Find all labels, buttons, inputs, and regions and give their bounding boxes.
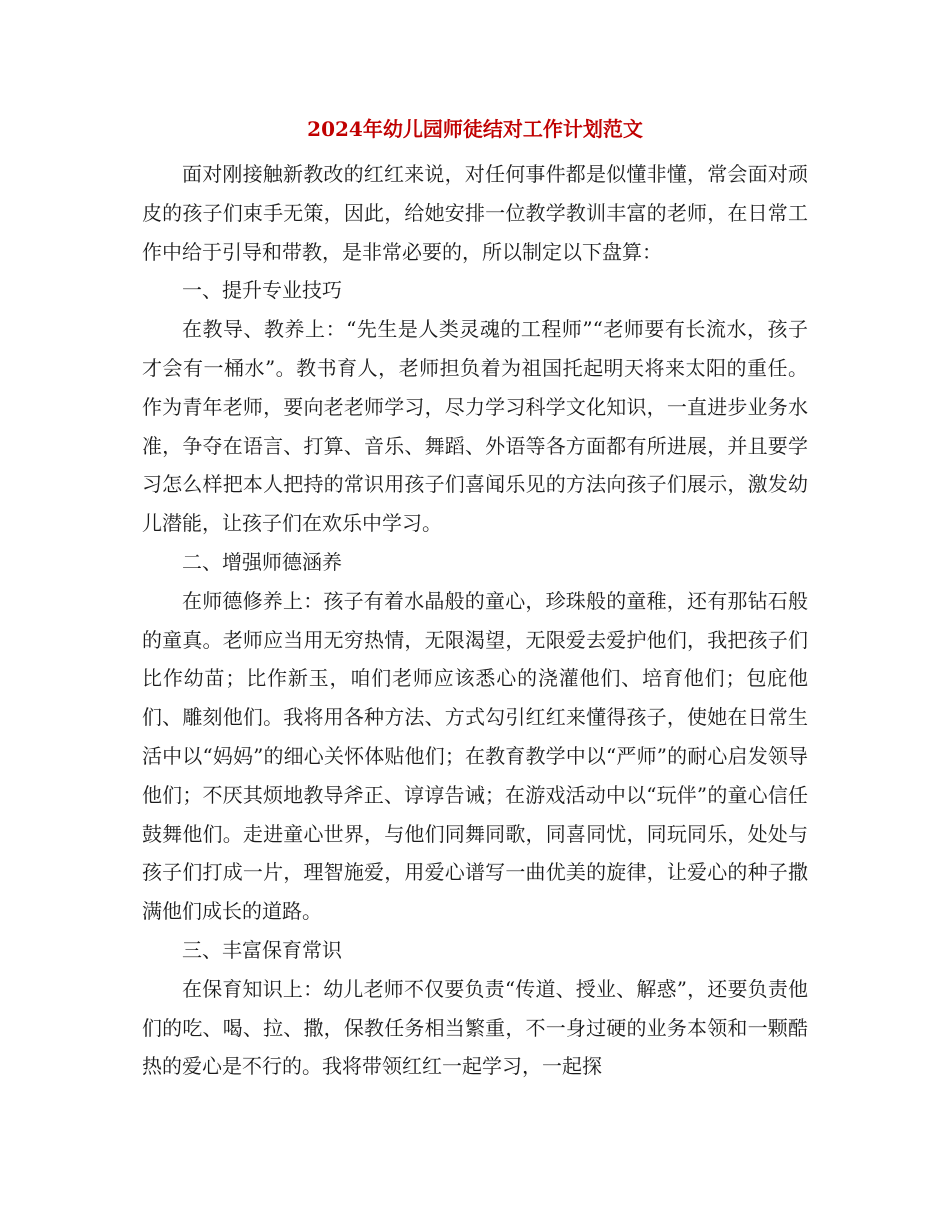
intro-paragraph: 面对刚接触新教改的红红来说，对任何事件都是似懂非懂，常会面对顽皮的孩子们束手无策，因此，给她安排一位教学教训丰富的老师，在日常工作中给于引导和带教，是非常必要的，所以制定以下盘算： [142,162,808,264]
section-heading-2: 二、增强师德涵养 [182,549,342,574]
section-heading-1: 一、提升专业技巧 [182,278,342,303]
section-paragraph-3: 在保育知识上：幼儿老师不仅要负责“传道、授业、解惑”，还要负责他们的吃、喝、拉、撒，保教任务相当繁重，不一身过硬的业务本领和一颗酷热的爱心是不行的。我将带领红红一起学习，一起探 [142,976,808,1079]
section-paragraph-2: 在师德修养上：孩子有着水晶般的童心，珍珠般的童稚，还有那钻石般的童真。老师应当用无穷热情，无限渴望，无限爱去爱护他们，我把孩子们比作幼苗；比作新玉，咱们老师应该悉心的浇灌他们、培育他们；包庇他们、雕刻他们。我将用各种方法、方式勾引红红来懂得孩子，使她在日常生活中以“妈妈”的细心关怀体贴他们；在教育教学中以“严师”的耐心启发领导他们；不厌其烦地教导斧正、谆谆告诫；在游戏活动中以“玩伴”的童心信任鼓舞他们。走进童心世界，与他们同舞同歌，同喜同忧，同玩同乐，处处与孩子们打成一片，理智施爱，用爱心谱写一曲优美的旋律，让爱心的种子撒满他们成长的道路。 [142,588,808,924]
section-paragraph-1: 在教导、教养上：“先生是人类灵魂的工程师”“老师要有长流水，孩子才会有一桶水”。教书育人，老师担负着为祖国托起明天将来太阳的重任。作为青年老师，要向老老师学习，尽力学习科学文化知识，一直进步业务水准，争夺在语言、打算、音乐、舞蹈、外语等各方面都有所进展，并且要学习怎么样把本人把持的常识用孩子们喜闻乐见的方法向孩子们展示，激发幼儿潜能，让孩子们在欢乐中学习。 [142,317,808,536]
document-title: 2024年幼儿园师徒结对工作计划范文 [307,117,643,141]
document-body [142,155,808,1086]
section-heading-3: 三、丰富保育常识 [182,937,342,962]
